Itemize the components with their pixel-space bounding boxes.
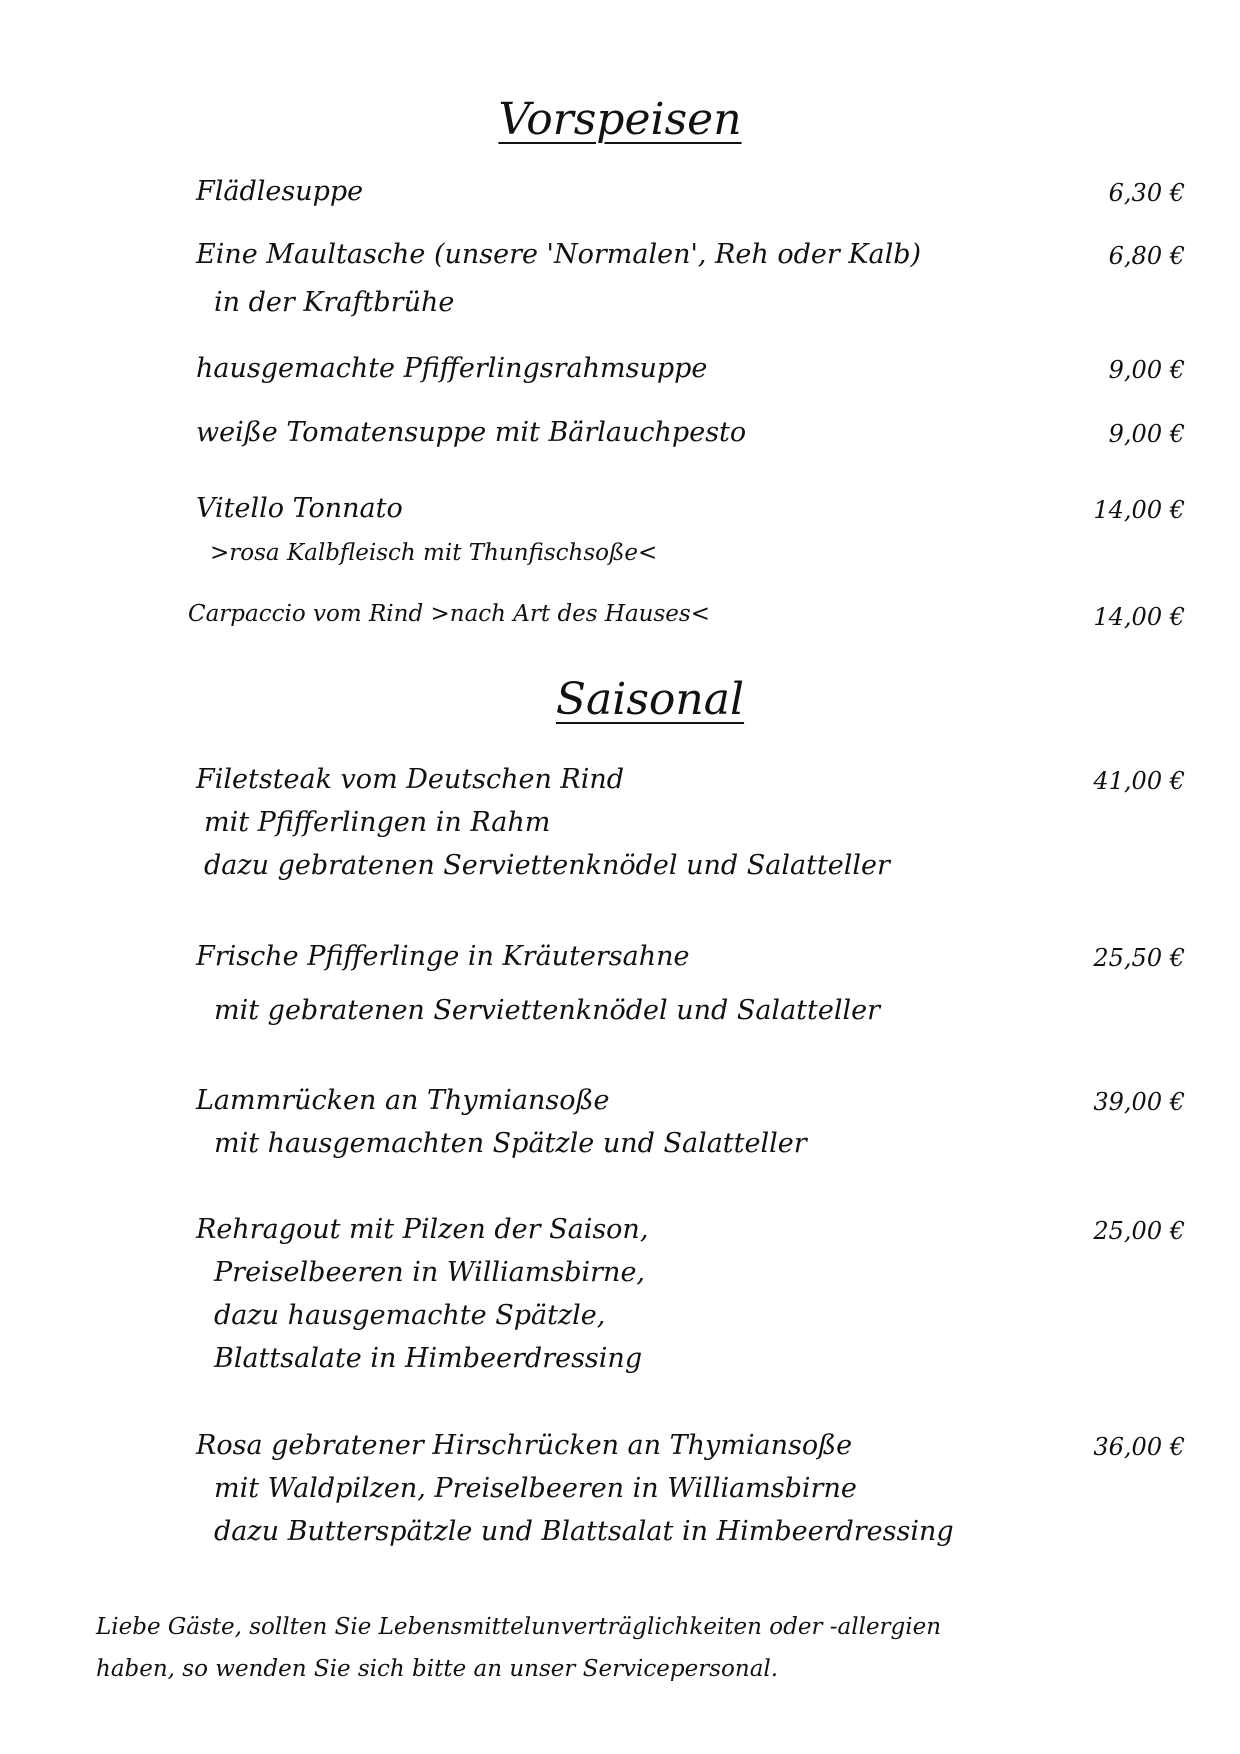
dish-price: 41,00 € [1093,767,1185,795]
dish-description: mit Waldpilzen, Preiselbeeren in Williamsbirne [214,1473,857,1504]
dish-name: Filetsteak vom Deutschen Rind [196,764,625,795]
dish-name: Rehragout mit Pilzen der Saison, [196,1214,649,1245]
dish-description: Blattsalate in Himbeerdressing [214,1343,643,1374]
dish-name: weiße Tomatensuppe mit Bärlauchpesto [196,417,747,448]
dish-name: Lammrücken an Thymiansoße [196,1085,610,1116]
dish-name: Frische Pfifferlinge in Kräutersahne [196,941,690,972]
dish-price: 14,00 € [1093,603,1185,631]
dish-name: Eine Maultasche (unsere 'Normalen', Reh oder Kalb) [196,239,922,270]
allergy-note: Liebe Gäste, sollten Sie Lebensmittelunverträglichkeiten oder -allergien [96,1614,942,1640]
dish-name: Vitello Tonnato [196,493,403,524]
dish-price: 25,50 € [1093,944,1185,972]
dish-price: 14,00 € [1093,496,1185,524]
dish-price: 36,00 € [1093,1433,1185,1461]
dish-price: 39,00 € [1093,1088,1185,1116]
dish-description: dazu hausgemachte Spätzle, [214,1300,606,1331]
dish-description: in der Kraftbrühe [214,287,455,318]
dish-price: 6,30 € [1108,179,1185,207]
dish-description: dazu Butterspätzle und Blattsalat in Himbeerdressing [214,1516,954,1547]
dish-name: Rosa gebratener Hirschrücken an Thymiansoße [196,1430,853,1461]
dish-description: >rosa Kalbfleisch mit Thunfischsoße< [210,540,658,566]
section-title-saisonal: Saisonal [555,674,745,725]
dish-price: 9,00 € [1108,420,1185,448]
dish-name: hausgemachte Pfifferlingsrahmsuppe [196,353,708,384]
dish-name: Carpaccio vom Rind >nach Art des Hauses< [188,601,710,627]
dish-price: 25,00 € [1093,1217,1185,1245]
dish-price: 6,80 € [1108,242,1185,270]
dish-description: Preiselbeeren in Williamsbirne, [214,1257,646,1288]
allergy-note: haben, so wenden Sie sich bitte an unser Servicepersonal. [96,1656,779,1682]
dish-price: 9,00 € [1108,356,1185,384]
section-title-vorspeisen: Vorspeisen [498,94,742,145]
dish-description: mit Pfifferlingen in Rahm [204,807,551,838]
dish-description: dazu gebratenen Serviettenknödel und Salatteller [204,850,890,881]
dish-name: Flädlesuppe [196,176,364,207]
dish-description: mit hausgemachten Spätzle und Salatteller [214,1128,807,1159]
dish-description: mit gebratenen Serviettenknödel und Salatteller [214,995,880,1026]
